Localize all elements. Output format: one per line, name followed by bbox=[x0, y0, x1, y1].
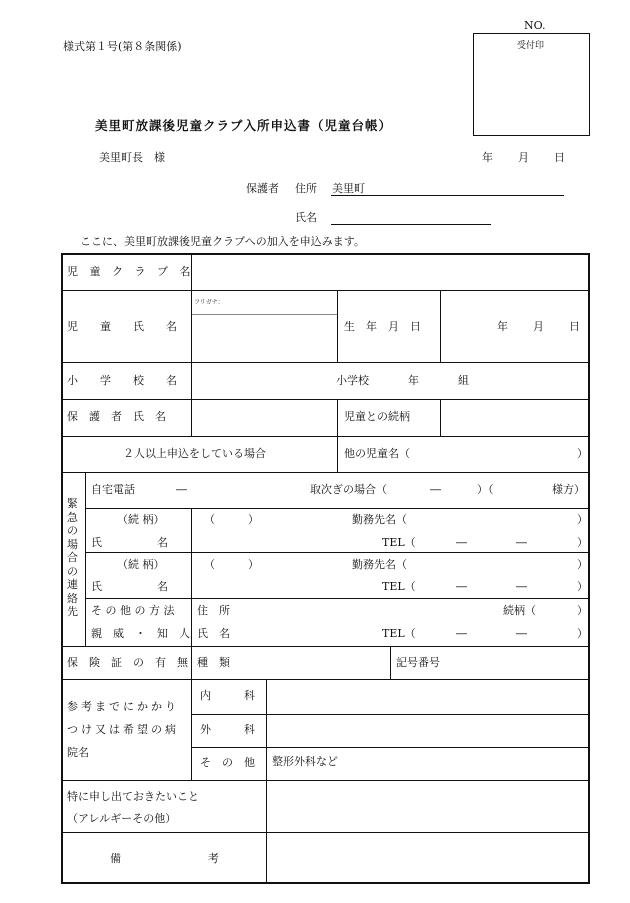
other-child-label: 他の児童名（ bbox=[344, 447, 410, 460]
other-dept-example: 整形外科など bbox=[272, 755, 338, 768]
intro-text: ここに、美里町放課後児童クラブへの加入を申込みます。 bbox=[80, 235, 365, 248]
contact1-tel-label: TEL（ bbox=[382, 536, 416, 549]
other-relation-label: 続柄（ bbox=[503, 604, 536, 617]
birth-year: 年 bbox=[497, 320, 508, 333]
page-title: 美里町放課後児童クラブ入所申込書（児童台帳） bbox=[95, 118, 393, 133]
date-day: 日 bbox=[554, 151, 565, 164]
notes-label: 特に申し出ておきたいこと bbox=[67, 790, 199, 803]
home-phone-label: 自宅電話 bbox=[91, 483, 135, 496]
receipt-stamp-label: 受付印 bbox=[517, 41, 545, 51]
birthdate-label: 生 年 月 日 bbox=[344, 320, 421, 333]
address-label: 住所 bbox=[295, 182, 317, 195]
remarks-label-1: 備 bbox=[110, 852, 121, 865]
contact2-workplace-close: ） bbox=[577, 558, 588, 571]
no-label: NO. bbox=[524, 19, 546, 32]
contact1-workplace-close: ） bbox=[577, 513, 588, 526]
forwarding-label: 取次ぎの場合（ bbox=[310, 483, 387, 496]
club-name-label: 児 童 ク ラ ブ 名 bbox=[67, 265, 195, 278]
other-tel-label: TEL（ bbox=[382, 627, 416, 640]
school-label: 小 学 校 名 bbox=[67, 374, 177, 387]
name-label: 氏名 bbox=[295, 211, 317, 224]
relationship-label: 児童との続柄 bbox=[344, 410, 410, 423]
contact1-tel-close: ） bbox=[577, 536, 588, 549]
guardian-label: 保護者 bbox=[246, 182, 279, 195]
address-underline bbox=[331, 195, 564, 196]
contact2-workplace-label: 勤務先名（ bbox=[352, 558, 407, 571]
receipt-stamp-box bbox=[473, 33, 590, 136]
contact2-tel-close: ） bbox=[577, 580, 588, 593]
contact2-relation-label: （続 柄） bbox=[117, 558, 165, 571]
date-month: 月 bbox=[518, 151, 529, 164]
address-value[interactable]: 美里町 bbox=[332, 182, 365, 195]
child-name-label: 児 童 氏 名 bbox=[67, 320, 177, 333]
guardian-name-label: 保 護 者 氏 名 bbox=[67, 410, 166, 423]
furigana-label: フリガナ： bbox=[194, 299, 224, 306]
hospital-label-line3: 院名 bbox=[67, 746, 89, 759]
internal-medicine-label: 内 科 bbox=[200, 689, 255, 702]
other-tel-close: ） bbox=[577, 627, 588, 640]
forwarding-dash: ― bbox=[430, 483, 441, 496]
relatives-label: 親 威 ・ 知 人 bbox=[91, 627, 190, 640]
other-address-label: 住 所 bbox=[197, 604, 230, 617]
addressee: 美里町長 様 bbox=[99, 151, 165, 164]
symbol-number-label: 記号番号 bbox=[396, 656, 440, 669]
other-dept-label: そ の 他 bbox=[200, 756, 255, 769]
remarks-label-2: 考 bbox=[208, 852, 219, 865]
other-relation-close: ） bbox=[577, 604, 588, 617]
birth-day: 日 bbox=[569, 320, 580, 333]
hospital-label-line1: 参考までにかかり bbox=[67, 700, 179, 713]
kind-label: 種 類 bbox=[197, 656, 230, 669]
grade-class: 組 bbox=[458, 374, 469, 387]
home-phone-dash: ― bbox=[176, 483, 187, 496]
child-name-field[interactable] bbox=[193, 318, 335, 358]
contact1-relation-field[interactable]: （ ） bbox=[204, 513, 259, 526]
other-method-label: そ の 他 の 方 法 bbox=[91, 604, 175, 617]
contact1-tel-dash2: ― bbox=[516, 536, 527, 549]
contact2-tel-label: TEL（ bbox=[382, 580, 416, 593]
contact2-relation-field[interactable]: （ ） bbox=[204, 558, 259, 571]
allergy-label: （アレルギーその他） bbox=[67, 812, 177, 825]
name-underline[interactable] bbox=[331, 224, 491, 225]
insurance-label: 保 険 証 の 有 無 bbox=[67, 656, 188, 669]
other-child-close: ） bbox=[577, 447, 588, 460]
forwarding-suffix: 様方） bbox=[552, 483, 585, 496]
other-name-label: 氏 名 bbox=[197, 627, 230, 640]
multiple-label: ２人以上申込をしている場合 bbox=[123, 447, 266, 460]
forwarding-mid: ）（ bbox=[477, 483, 494, 496]
contact2-name-label: 氏 名 bbox=[91, 580, 168, 593]
birth-month: 月 bbox=[533, 320, 544, 333]
school-suffix: 小学校 bbox=[336, 374, 369, 387]
date-year: 年 bbox=[482, 151, 493, 164]
contact1-tel-dash1: ― bbox=[456, 536, 467, 549]
other-tel-dash2: ― bbox=[516, 627, 527, 640]
contact1-name-label: 氏 名 bbox=[91, 536, 168, 549]
grade-year: 年 bbox=[408, 374, 419, 387]
hospital-label-line2: つけ又は希望の病 bbox=[67, 723, 179, 736]
surgery-label: 外 科 bbox=[200, 723, 255, 736]
emergency-label: 緊急の場合の連絡先 bbox=[67, 497, 78, 618]
contact1-relation-label: （続 柄） bbox=[117, 513, 165, 526]
contact1-workplace-label: 勤務先名（ bbox=[352, 513, 407, 526]
contact2-tel-dash2: ― bbox=[516, 580, 527, 593]
furigana-divider bbox=[192, 314, 337, 315]
contact2-tel-dash1: ― bbox=[456, 580, 467, 593]
other-tel-dash1: ― bbox=[456, 627, 467, 640]
form-number: 様式第１号(第８条関係) bbox=[63, 40, 182, 53]
